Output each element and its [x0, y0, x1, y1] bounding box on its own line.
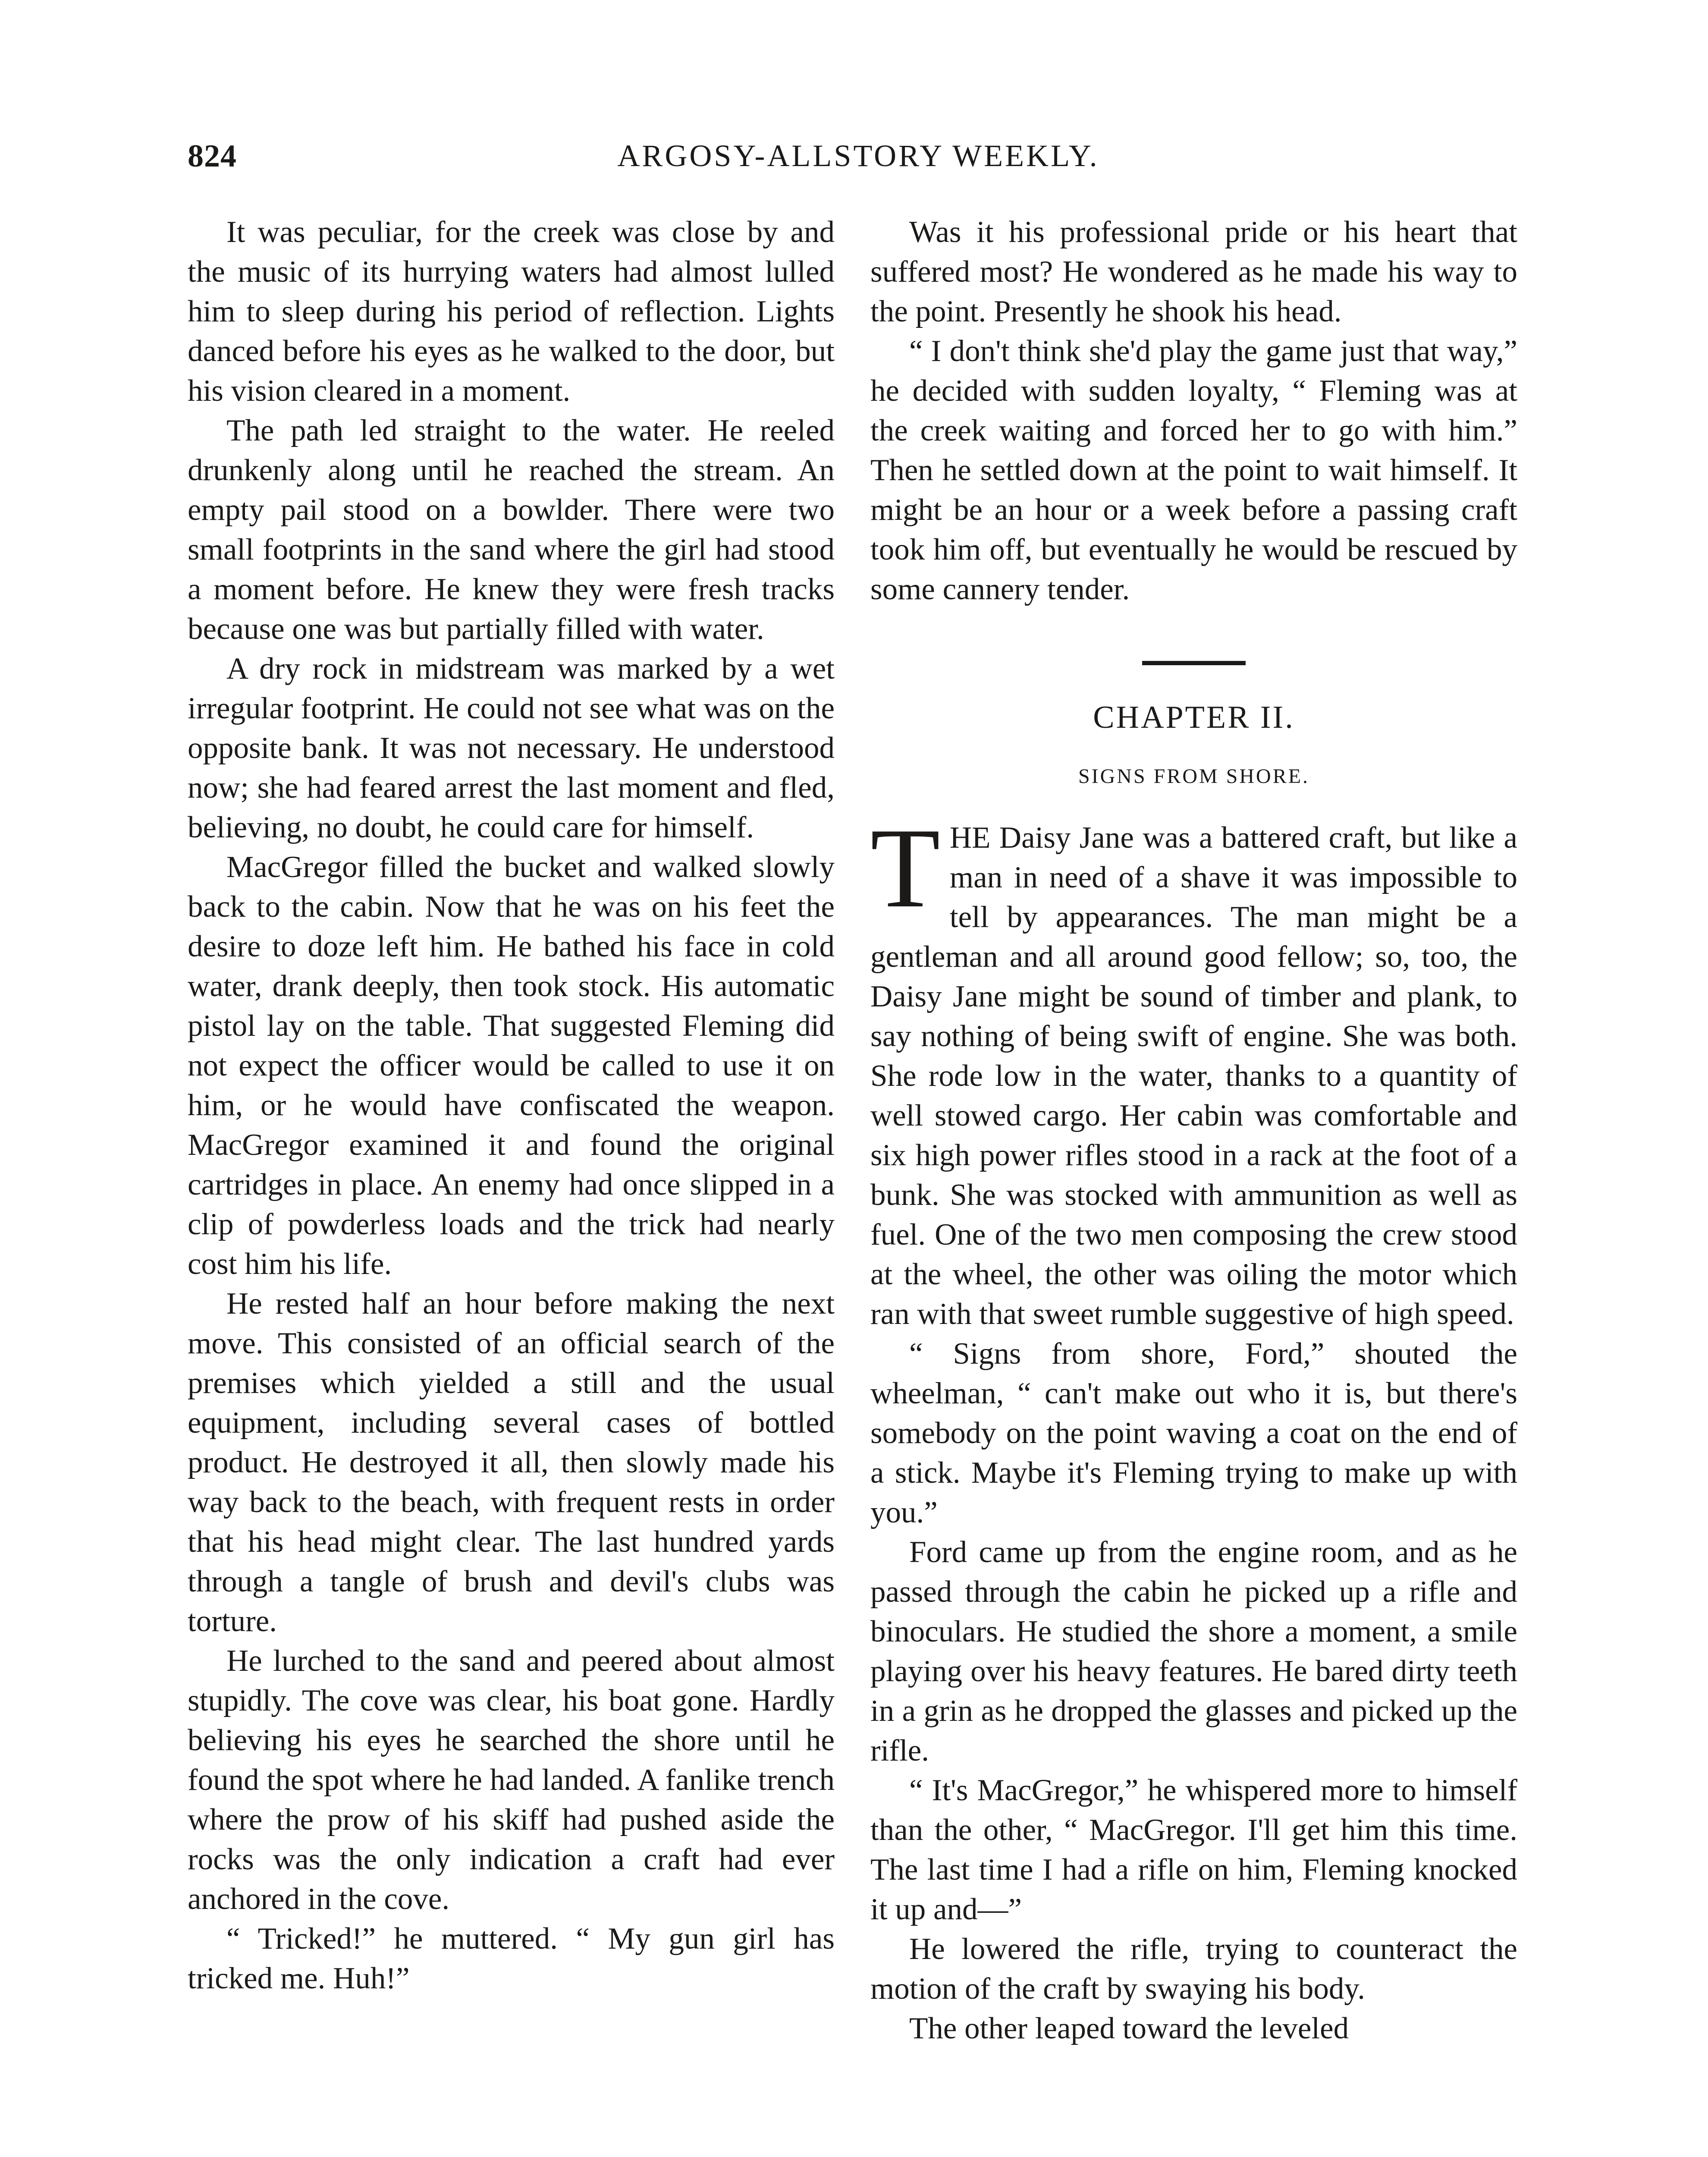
left-column — [188, 212, 835, 1998]
page-number: 824 — [188, 138, 237, 174]
paragraph: He rested half an hour before making the next move. This consisted of an official search of the premises which yielded a still and the usual equipment, including several cases of bottled product. He destroyed it all, then slowly made his way back to the beach, with frequent rests in order that his head might clear. The last hundred yards through a tangle of brush and devil's clubs was torture. — [188, 1287, 835, 1638]
drop-cap: T — [870, 805, 940, 931]
running-title: ARGOSY-ALLSTORY WEEKLY. — [617, 138, 1099, 173]
paragraph: The path led straight to the water. He reeled drunkenly along until he reached the stream. An empty pail stood on a bowlder. There were two small footprints in the sand where the girl had stood a moment before. He knew they were fresh tracks because one was but partially filled with water. — [188, 414, 835, 646]
chapter-heading: CHAPTER II. — [1093, 700, 1295, 735]
page-header — [188, 138, 1529, 186]
right-column — [870, 212, 1517, 2048]
paragraph: The other leaped toward the leveled — [909, 2012, 1349, 2045]
chapter-opening-paragraph — [870, 805, 1517, 1334]
paragraph: He lowered the rifle, trying to counteract the motion of the craft by swaying his body. — [870, 1932, 1517, 2006]
section-divider — [1142, 661, 1246, 665]
chapter-subtitle: SIGNS FROM SHORE. — [1078, 765, 1310, 788]
paragraph-text: HE Daisy Jane was a battered craft, but like a man in need of a shave it was impossible to tell by appearances. The man might be a gentleman and all around good fellow; so, too, the Daisy Jane might be sound of timber and plank, to say nothing of being swift of engine. She was both. She rode low in the water, thanks to a quantity of well stowed cargo. Her cabin was comfortable and six high power rifles stood in a rack at the foot of a bunk. She was stocked with ammunition as well as fuel. One of the two men composing the crew stood at the wheel, the other was oiling the motor which ran with that sweet rumble suggestive of high speed. — [870, 821, 1517, 1331]
paragraph: “ Signs from shore, Ford,” shouted the wheelman, “ can't make out who it is, but there's somebody on the point waving a coat on the end of a stick. Maybe it's Fleming trying to make up with you.” — [870, 1337, 1517, 1529]
paragraph: He lurched to the sand and peered about almost stupidly. The cove was clear, his boat gone. Hardly believing his eyes he searched the shore until he found the spot where he had landed. A fanlike trench where the prow of his skiff had pushed aside the rocks was the only indication a craft had ever anchored in the cove. — [188, 1644, 835, 1916]
paragraph: MacGregor filled the bucket and walked slowly back to the cabin. Now that he was on his feet the desire to doze left him. He bathed his face in cold water, drank deeply, then took stock. His automatic pistol lay on the table. That suggested Fleming did not expect the officer would be called to use it on him, or he would have confiscated the weapon. MacGregor examined it and found the original cartridges in place. An enemy had once slipped in a clip of powderless loads and the trick had nearly cost him his life. — [188, 850, 835, 1281]
paragraph: A dry rock in midstream was marked by a wet irregular footprint. He could not see what was on the opposite bank. It was not necessary. He understood now; she had feared arrest the last moment and fled, believing, no doubt, he could care for himself. — [188, 652, 835, 844]
paragraph: “ It's MacGregor,” he whispered more to himself than the other, “ MacGregor. I'll get him this time. The last time I had a rifle on him, Fleming knocked it up and—” — [870, 1773, 1517, 1926]
paragraph: Ford came up from the engine room, and as he passed through the cabin he picked up a rifle and binoculars. He studied the shore a moment, a smile playing over his heavy features. He bared dirty teeth in a grin as he dropped the glasses and picked up the rifle. — [870, 1535, 1517, 1767]
paragraph: It was peculiar, for the creek was close by and the music of its hurrying waters had almost lulled him to sleep during his period of reflection. Lights danced before his eyes as he walked to the door, but his vision cleared in a moment. — [188, 215, 835, 408]
paragraph: Was it his professional pride or his heart that suffered most? He wondered as he made his way to the point. Presently he shook his head. — [870, 215, 1517, 328]
paragraph: “ Tricked!” he muttered. “ My gun girl has tricked me. Huh!” — [188, 1922, 835, 1995]
paragraph: “ I don't think she'd play the game just that way,” he decided with sudden loyalty, “ Fleming was at the creek waiting and forced her to go with him.” Then he settled down at the point to wait himself. It might be an hour or a week before a passing craft took him off, but eventually he would be rescued by some cannery tender. — [870, 334, 1517, 606]
